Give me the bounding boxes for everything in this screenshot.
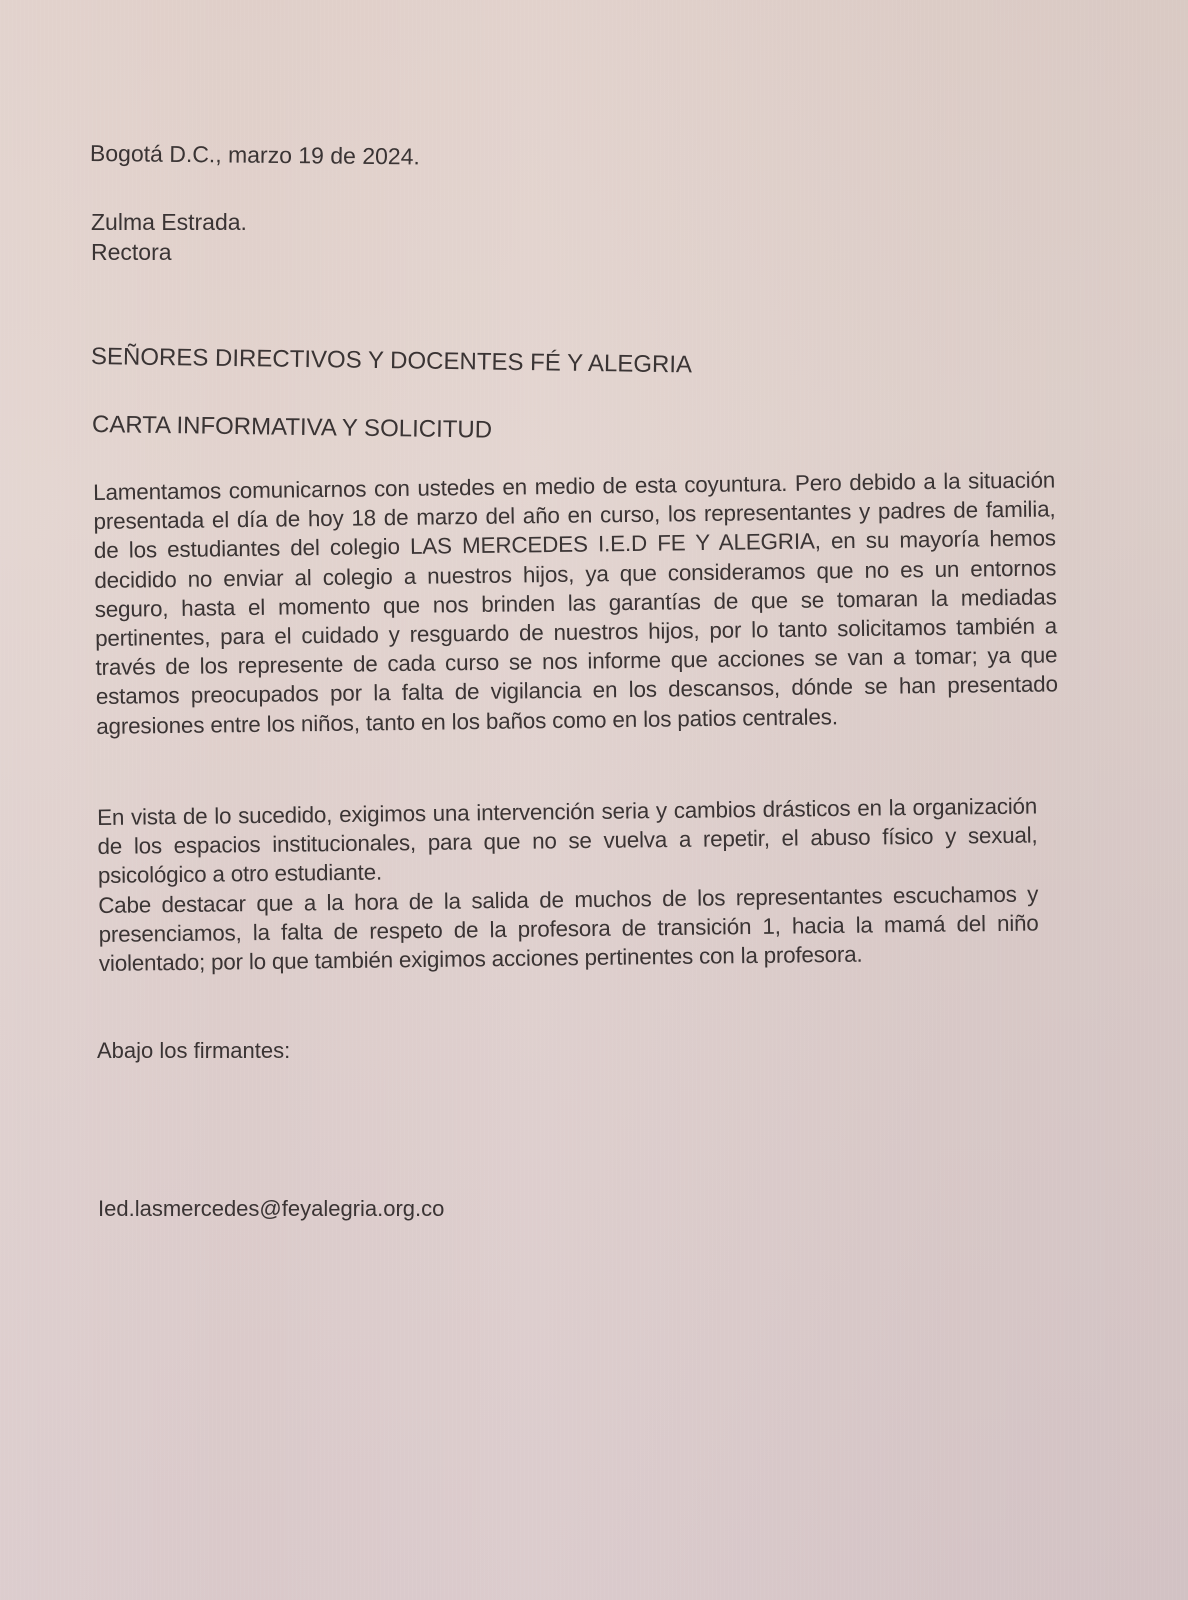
contact-email: Ied.lasmercedes@feyalegria.org.co [98,1196,445,1221]
signers-label: Abajo los firmantes: [97,1038,291,1063]
letter-body-rest [97,792,1039,979]
recipient-title: Rectora [91,239,172,265]
letter-body-first [93,465,1058,740]
addressee-heading: SEÑORES DIRECTIVOS Y DOCENTES FÉ Y ALEGRIA [90,343,693,379]
recipient-name: Zulma Estrada. [91,209,247,235]
subject-heading: CARTA INFORMATIVA Y SOLICITUD [91,411,493,444]
paragraph: En vista de lo sucedido, exigimos una intervención seria y cambios drásticos en la organización de los espacios institucionales, para que no se vuelva a repetir, el abuso físico y sexual, psicológico a otro estudiante. [97,793,1038,889]
paragraph: Cabe destacar que a la hora de la salida de muchos de los representantes escuchamos y presenciamos, la falta de respeto de la profesora de transición 1, hacia la mamá del niño violentado; por lo que también exigimos acciones pertinentes con la profesora. [98,881,1039,977]
paragraph: Lamentamos comunicarnos con ustedes en medio de esta coyuntura. Pero debido a la situación presentada el día de hoy 18 de marzo del año en curso, los representantes y padres de familia, de los estudiantes del colegio LAS MERCEDES I.E.D FE Y ALEGRIA, en su mayoría hemos decidido no enviar al colegio a nuestros hijos, ya que consideramos que no es un entornos seguro, hasta el momento que nos brinden las garantías de que se tomaran la mediadas pertinentes, para el cuidado y resguardo de nuestros hijos, por lo tanto solicitamos también a través de los represente de cada curso se nos informe que acciones se van a tomar; ya que estamos preocupados por la falta de vigilancia en los descansos, dónde se han presentado agresiones entre los niños, tanto en los baños como en los patios centrales. [93,467,1058,739]
date-line: Bogotá D.C., marzo 19 de 2024. [89,140,420,170]
